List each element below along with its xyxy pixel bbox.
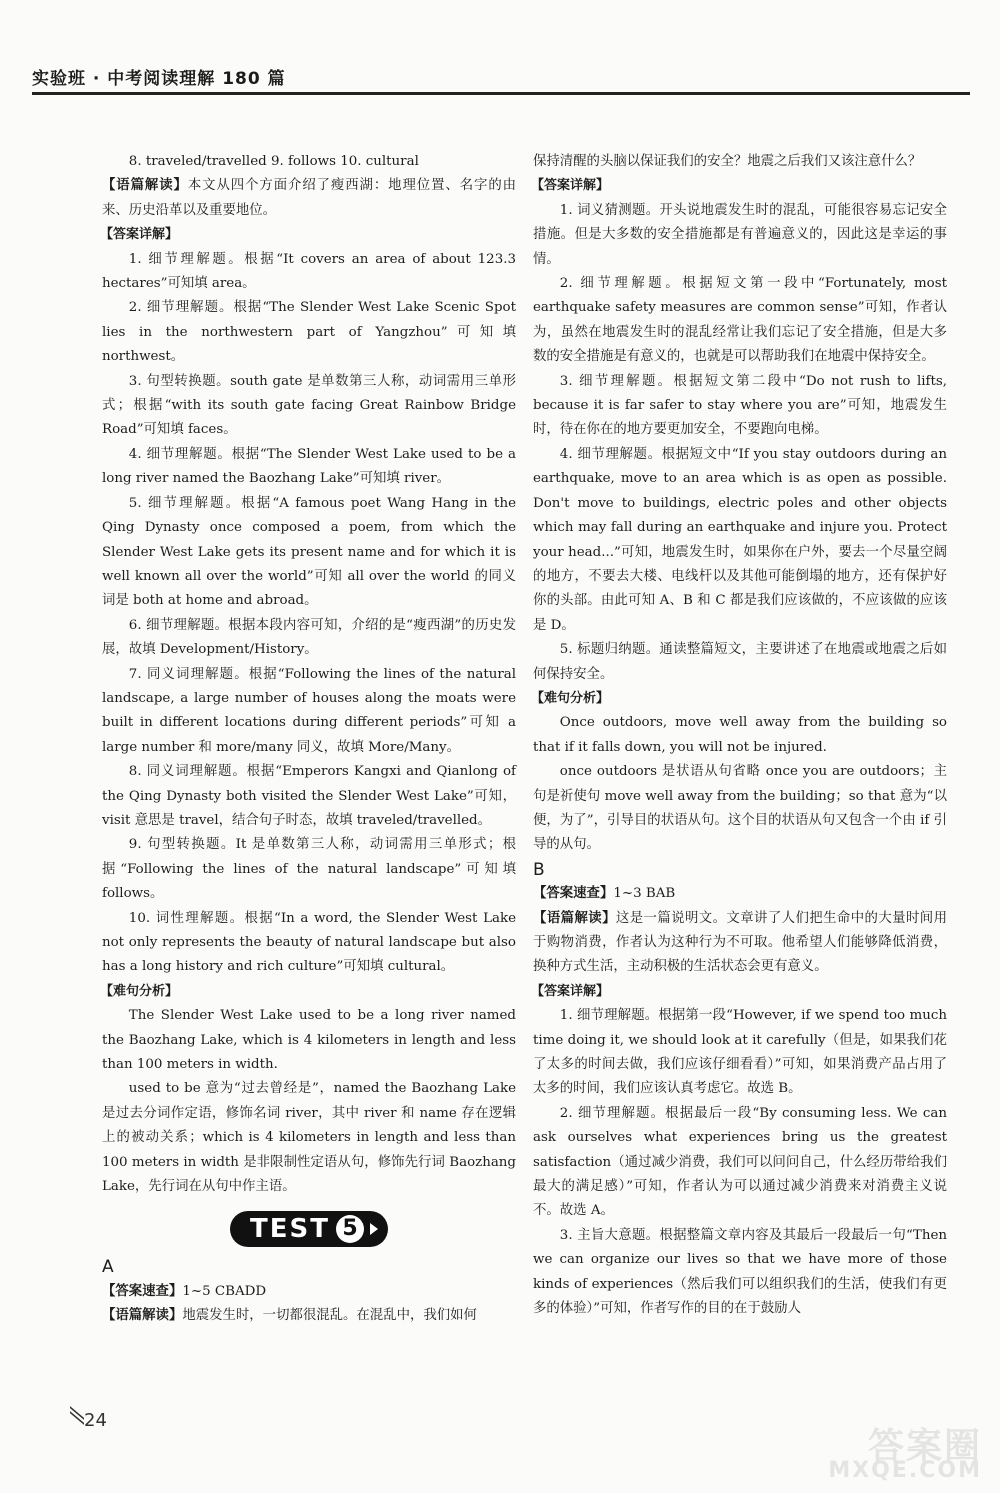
header-rule [32, 92, 970, 95]
watermark-text: 答案圈 [867, 1426, 982, 1467]
paragraph: 1. 词义猜测题。开头说地震发生时的混乱，可能很容易忘记安全措施。但是大多数的安全措施都是有普遍意义的，因此这是幸运的事情。 [533, 202, 947, 267]
paragraph: 3. 主旨大意题。根据整篇文章内容及其最后一段最后一句“Then we can organize our lives so that we have more of those kinds of experiences（然后我们可以组织我们的生活，使我们有更多的体验）”可知，作者写作的目的在于鼓励人 [533, 1227, 947, 1317]
paragraph: 2. 细节理解题。根据“The Slender West Lake Scenic Spot lies in the northwestern part of Yangzhou”可知填 northwest。 [102, 300, 516, 365]
paragraph: 4. 细节理解题。根据短文中“If you stay outdoors during an earthquake, move to an area which is as open as possible. Don't move to buildings, electric poles and other objects which may fall during an earthquake and injure you. Protect your head...”可知，地震发生时，如果你在户外，要去一个尽量空阔的地方，不要去大楼、电线杆以及其他可能倒塌的地方，还有保护好你的头部。由此可知 A、B 和 C 都是我们应该做的，不应该做的应该是 D。 [533, 446, 947, 633]
arrow-right-icon [370, 1223, 378, 1235]
paragraph: 2. 细节理解题。根据短文第一段中“Fortunately, most earthquake safety measures are common sense”可知，作者认为，虽然在地震发生时的混乱经常让我们忘记了安全措施，但是大多数的安全措施是有意义的，也就是可以帮助我们在地震中保持安全。 [533, 276, 947, 365]
section-label: 【语篇解读】 [102, 178, 188, 194]
page-number: 24 [84, 1410, 107, 1431]
section-label: 【答案详解】 [100, 227, 179, 243]
paragraph-text: 本文从四个方面介绍了瘦西湖：地理位置、名字的由来、历史沿革以及重要地位。 [102, 178, 517, 218]
page-header [0, 0, 1000, 100]
paragraph: 4. 细节理解题。根据“The Slender West Lake used to be a long river named the Baozhang Lake”可知填 river。 [102, 446, 516, 487]
paragraph: 3. 句型转换题。south gate 是单数第三人称，动词需用三单形式；根据“with its south gate facing Great Rainbow Bridge Road”可知填 faces。 [102, 373, 516, 438]
paragraph-text: 地震发生时，一切都很混乱。在混乱中，我们如何 [182, 1308, 477, 1324]
paragraph: 保持清醒的头脑以保证我们的安全？地震之后我们又该注意什么？ [533, 154, 922, 169]
section-b-heading: B [533, 859, 545, 880]
page-corner-stripe [70, 1412, 84, 1428]
paragraph: 1. 细节理解题。根据“It covers an area of about 123.3 hectares”可知填 area。 [102, 251, 516, 292]
watermark [800, 1418, 990, 1488]
left-column [102, 150, 516, 1329]
right-column [533, 150, 947, 1322]
answer-quick [102, 1280, 516, 1304]
section-label: 【答案速查】 [533, 886, 614, 902]
paragraph: 10. 词性理解题。根据“In a word, the Slender West Lake not only represents the beauty of natural landscape but also has a long history and rich culture”可知填 cultural。 [102, 910, 516, 975]
paragraph: 2. 细节理解题。根据最后一段“By consuming less. We can ask ourselves what experiences bring us the greatest satisfaction（通过减少消费，我们可以问问自己，什么经历带给我们最大的满足感）”可知，作者认为可以通过减少消费来对消费主义说不。故选 A。 [533, 1105, 947, 1219]
paragraph: 8. 同义词理解题。根据“Emperors Kangxi and Qianlong of the Qing Dynasty both visited the Slender West Lake”可知，visit 意思是 travel，结合句子时态，故填 traveled/travelled。 [102, 764, 516, 828]
paragraph: The Slender West Lake used to be a long river named the Baozhang Lake, which is 4 kilometers in length and less than 100 meters in width. [102, 1008, 516, 1073]
test-label: TEST [250, 1214, 330, 1245]
paragraph: 3. 细节理解题。根据短文第二段中“Do not rush to lifts, because it is far safer to stay where you are”可知，地震发生时，待在你在的地方要更加安全，不要跑向电梯。 [533, 373, 947, 438]
test-number: 5 [336, 1215, 364, 1243]
answer-quick [533, 882, 947, 906]
section-label: 【语篇解读】 [102, 1308, 183, 1324]
text-analysis [102, 174, 516, 223]
text-analysis [533, 907, 947, 980]
paragraph: used to be 意为“过去曾经是”，named the Baozhang Lake 是过去分词作定语，修饰名词 river，其中 river 和 name 存在逻辑上的被动关系；which is 4 kilometers in length and less than 100 meters in width 是非限制性定语从句，修饰先行词 Baozhang Lake，先行词在从句中作主语。 [102, 1081, 516, 1195]
paragraph: 5. 细节理解题。根据“A famous poet Wang Hang in the Qing Dynasty once composed a poem, from which the Slender West Lake gets its present name and for which it is well known all over the world”可知 all over the world 的同义词是 both at home and abroad。 [102, 495, 516, 609]
paragraph: once outdoors 是状语从句省略 once you are outdoors；主句是祈使句 move well away from the building；so that 意为“以便，为了”，引导目的状语从句。这个目的状语从句又包含一个由 if 引导的从句。 [533, 764, 947, 853]
paragraph-text: 1~5 CBADD [182, 1283, 267, 1299]
section-label: 【答案详解】 [531, 178, 610, 194]
section-a-heading: A [102, 1257, 114, 1278]
test-badge [230, 1211, 388, 1247]
text-analysis [102, 1304, 516, 1328]
section-label: 【答案详解】 [531, 983, 610, 999]
paragraph: 9. 句型转换题。It 是单数第三人称，动词需用三单形式；根据“Following the lines of the natural landscape”可知填 follows。 [102, 837, 516, 902]
paragraph-text: 这是一篇说明文。文章讲了人们把生命中的大量时间用于购物消费，作者认为这种行为不可取。他希望人们能够降低消费，换种方式生活，主动积极的生活状态会更有意义。 [533, 910, 948, 975]
section-label: 【语篇解读】 [533, 910, 616, 926]
answer-line: 8. traveled/travelled 9. follows 10. cultural [128, 154, 419, 169]
paragraph: Once outdoors, move well away from the building so that if it falls down, you will not be injured. [533, 715, 947, 755]
paragraph-text: 1~3 BAB [613, 886, 676, 902]
section-label: 【答案速查】 [102, 1283, 183, 1299]
test-heading [102, 1205, 516, 1253]
section-label: 【难句分析】 [531, 690, 610, 706]
book-title: 实验班 · 中考阅读理解 180 篇 [32, 69, 286, 89]
paragraph: 1. 细节理解题。根据第一段“However, if we spend too much time doing it, we should look at it carefully（但是，如果我们花了太多的时间去做，我们应该仔细看看）”可知，如果消费产品占用了太多的时间，我们应该认真考虑它。故选 B。 [533, 1008, 947, 1097]
section-label: 【难句分析】 [100, 983, 179, 999]
watermark-url: MXQE.COM [828, 1458, 982, 1483]
paragraph: 6. 细节理解题。根据本段内容可知，介绍的是“瘦西湖”的历史发展，故填 Development/History。 [102, 617, 516, 658]
paragraph: 7. 同义词理解题。根据“Following the lines of the natural landscape, a large number of houses along the moats were built in different locations during different periods”可知 a large number 和 more/many 同义，故填 More/Many。 [102, 666, 516, 755]
paragraph: 5. 标题归纳题。通读整篇短文，主要讲述了在地震或地震之后如何保持安全。 [533, 642, 947, 682]
